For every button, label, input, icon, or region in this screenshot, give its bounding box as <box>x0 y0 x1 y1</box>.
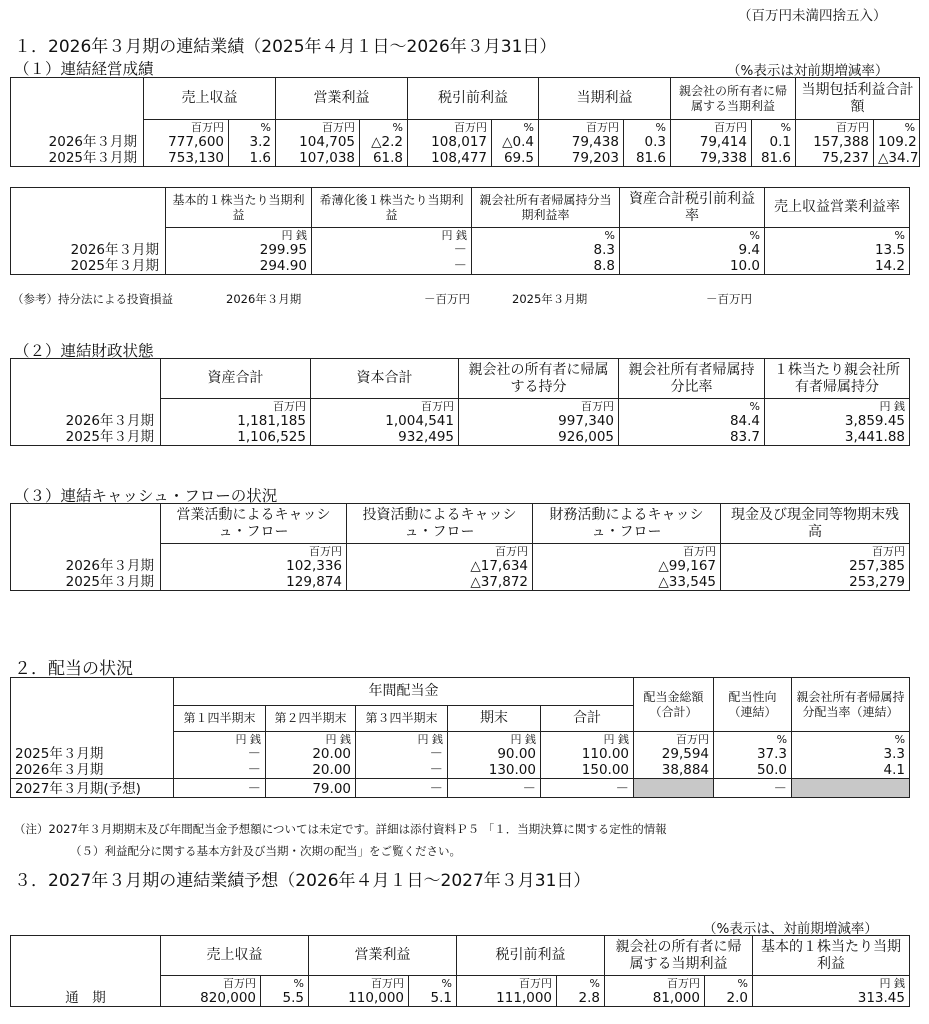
col-header-payout-ratio: 配当性向（連結） <box>714 678 792 732</box>
value-cell: － <box>448 778 541 797</box>
row-label: 2025年３月期 <box>11 150 144 167</box>
value-cell: 79,338 <box>671 150 752 167</box>
rounding-note: （百万円未満四捨五入） <box>738 8 887 24</box>
col-header-owners-profit: 親会社の所有者に帰属する当期利益 <box>605 936 753 976</box>
unit-cell: 百万円 <box>721 544 910 558</box>
shaded-cell <box>792 778 910 797</box>
forecast-note: （%表示は、対前期増減率） <box>703 921 878 937</box>
value-cell: 0.1 <box>752 134 796 150</box>
unit-cell: 円 銭 <box>765 399 910 413</box>
unit-cell: 百万円 <box>161 976 261 990</box>
value-cell: 79,414 <box>671 134 752 150</box>
value-cell: 9.4 <box>620 242 765 258</box>
unit-cell: 百万円 <box>347 544 533 558</box>
unit-cell: 円 銭 <box>166 228 312 242</box>
value-cell: 79.00 <box>266 778 356 797</box>
value-cell: － <box>541 778 634 797</box>
value-cell: 820,000 <box>161 990 261 1007</box>
blank-header <box>11 78 144 120</box>
row-label: 2026年３月期 <box>11 558 161 574</box>
col-header-bps: １株当たり親会社所有者帰属持分 <box>765 359 910 399</box>
value-cell: △17,634 <box>347 558 533 574</box>
value-cell: 102,336 <box>161 558 347 574</box>
unit-cell: % <box>752 120 796 134</box>
col-header-financing-cf: 財務活動によるキャッシュ・フロー <box>533 504 721 544</box>
table-row <box>11 990 910 1007</box>
value-cell: 108,477 <box>408 150 492 167</box>
value-cell: － <box>714 778 792 797</box>
unit-cell: 百万円 <box>457 976 557 990</box>
value-cell: 157,388 <box>796 134 874 150</box>
dividend-note-2: （５）利益配分に関する基本方針及び当期・次期の配当」をご覧ください。 <box>70 844 461 858</box>
sub1-note: （%表示は対前期増減率） <box>727 63 889 79</box>
value-cell: 3.3 <box>792 746 910 762</box>
col-header-owners-profit: 親会社の所有者に帰属する当期利益 <box>671 78 796 120</box>
unit-cell: % <box>557 976 605 990</box>
row-label: 2026年３月期 <box>11 134 144 150</box>
value-cell: 20.00 <box>266 746 356 762</box>
col-header-cash-balance: 現金及び現金同等物期末残高 <box>721 504 910 544</box>
value-cell: 294.90 <box>166 258 312 275</box>
value-cell: 0.3 <box>624 134 671 150</box>
value-cell: 10.0 <box>620 258 765 275</box>
row-label: 2026年３月期 <box>11 242 166 258</box>
table-row <box>11 574 910 591</box>
unit-cell: 百万円 <box>144 120 229 134</box>
unit-cell: % <box>261 976 309 990</box>
value-cell: 130.00 <box>448 762 541 779</box>
col-header-revenue: 売上収益 <box>144 78 276 120</box>
unit-cell: 円 銭 <box>753 976 910 990</box>
col-header-revenue: 売上収益 <box>161 936 309 976</box>
blank-header <box>11 359 161 399</box>
table-row <box>11 150 920 167</box>
table-row <box>11 258 910 275</box>
unit-cell: 百万円 <box>796 120 874 134</box>
value-cell: △0.4 <box>492 134 539 150</box>
value-cell: 2.8 <box>557 990 605 1007</box>
unit-cell: 円 銭 <box>266 732 356 746</box>
value-cell: － <box>356 746 448 762</box>
sub3-title: （３）連結キャッシュ・フローの状況 <box>14 487 278 505</box>
unit-cell: 百万円 <box>311 399 459 413</box>
table-row <box>11 746 910 762</box>
ref-note-prefix: （参考）持分法による投資損益 <box>12 292 173 306</box>
unit-cell: % <box>620 228 765 242</box>
value-cell: 81.6 <box>752 150 796 167</box>
col-header-roa: 資産合計税引前利益率 <box>620 188 765 228</box>
col-header-operating-profit: 営業利益 <box>309 936 457 976</box>
value-cell: 37.3 <box>714 746 792 762</box>
row-label: 2026年３月期 <box>11 762 174 779</box>
dividend-note-1: （注）2027年３月期期末及び年間配当金予想額については未定です。詳細は添付資料Ｐ５ 「１．当期決算に関する定性的情報 <box>14 822 667 836</box>
operating-results-table <box>10 77 920 167</box>
value-cell: 1.6 <box>229 150 276 167</box>
unit-cell: 百万円 <box>634 732 714 746</box>
value-cell: 3,441.88 <box>765 429 910 446</box>
unit-cell: 百万円 <box>671 120 752 134</box>
col-header-comprehensive-income: 当期包括利益合計額 <box>796 78 920 120</box>
col-header-net-profit: 当期利益 <box>539 78 671 120</box>
shaded-cell <box>634 778 714 797</box>
value-cell: 932,495 <box>311 429 459 446</box>
sub2-title: （２）連結財政状態 <box>14 342 154 360</box>
value-cell: 8.3 <box>472 242 620 258</box>
value-cell: 1,004,541 <box>311 413 459 429</box>
row-label: 通 期 <box>11 990 161 1007</box>
col-header-total-assets: 資産合計 <box>161 359 311 399</box>
unit-cell: 百万円 <box>276 120 360 134</box>
value-cell: － <box>356 762 448 779</box>
col-header-pretax-profit: 税引前利益 <box>408 78 539 120</box>
dividend-table <box>10 677 910 798</box>
value-cell: △33,545 <box>533 574 721 591</box>
value-cell: 110.00 <box>541 746 634 762</box>
value-cell: 20.00 <box>266 762 356 779</box>
blank-cell <box>11 228 166 242</box>
unit-cell: 円 銭 <box>356 732 448 746</box>
value-cell: － <box>356 778 448 797</box>
col-header-q3: 第３四半期末 <box>356 706 448 732</box>
blank-cell <box>11 399 161 413</box>
value-cell: － <box>312 258 472 275</box>
value-cell: 104,705 <box>276 134 360 150</box>
col-header-op-margin: 売上収益営業利益率 <box>765 188 910 228</box>
blank-cell <box>11 976 161 990</box>
unit-cell: 百万円 <box>539 120 624 134</box>
row-label: 2025年３月期 <box>11 574 161 591</box>
value-cell: 257,385 <box>721 558 910 574</box>
value-cell: 109.2 <box>874 134 920 150</box>
col-header-total-equity: 資本合計 <box>311 359 459 399</box>
row-label: 2026年３月期 <box>11 413 161 429</box>
section3-title: ３．2027年３月期の連結業績予想（2026年４月１日～2027年３月31日） <box>14 871 591 891</box>
value-cell: 61.8 <box>360 150 408 167</box>
unit-cell: % <box>874 120 920 134</box>
col-header-operating-cf: 営業活動によるキャッシュ・フロー <box>161 504 347 544</box>
unit-cell: % <box>492 120 539 134</box>
value-cell: 777,600 <box>144 134 229 150</box>
blank-cell <box>11 706 174 732</box>
row-label: 2025年３月期 <box>11 258 166 275</box>
blank-header <box>11 936 161 976</box>
value-cell: 1,181,185 <box>161 413 311 429</box>
row-label: 2025年３月期 <box>11 746 174 762</box>
col-header-pretax-profit: 税引前利益 <box>457 936 605 976</box>
unit-cell: % <box>360 120 408 134</box>
blank-header <box>11 504 161 544</box>
col-header-operating-profit: 営業利益 <box>276 78 408 120</box>
value-cell: 79,203 <box>539 150 624 167</box>
section1-title: １．2026年３月期の連結業績（2025年４月１日～2026年３月31日） <box>14 37 557 57</box>
value-cell: 90.00 <box>448 746 541 762</box>
value-cell: 926,005 <box>459 429 619 446</box>
value-cell: 1,106,525 <box>161 429 311 446</box>
table-row <box>11 413 910 429</box>
unit-cell: % <box>705 976 753 990</box>
value-cell: △2.2 <box>360 134 408 150</box>
col-header-investing-cf: 投資活動によるキャッシュ・フロー <box>347 504 533 544</box>
unit-cell: % <box>765 228 910 242</box>
unit-cell: 百万円 <box>161 544 347 558</box>
value-cell: 108,017 <box>408 134 492 150</box>
value-cell: 79,438 <box>539 134 624 150</box>
blank-cell <box>11 544 161 558</box>
unit-cell: % <box>229 120 276 134</box>
value-cell: 129,874 <box>161 574 347 591</box>
unit-cell: % <box>792 732 910 746</box>
value-cell: 110,000 <box>309 990 409 1007</box>
unit-cell: % <box>714 732 792 746</box>
value-cell: 8.8 <box>472 258 620 275</box>
col-header-basic-eps: 基本的１株当たり当期利益 <box>753 936 910 976</box>
value-cell: 50.0 <box>714 762 792 779</box>
value-cell: 5.5 <box>261 990 309 1007</box>
value-cell: 84.4 <box>619 413 765 429</box>
value-cell: 29,594 <box>634 746 714 762</box>
table-row <box>11 242 910 258</box>
value-cell: 2.0 <box>705 990 753 1007</box>
table-row <box>11 429 910 446</box>
value-cell: 4.1 <box>792 762 910 779</box>
unit-cell: 百万円 <box>309 976 409 990</box>
financial-position-table <box>10 358 910 446</box>
col-header-total: 合計 <box>541 706 634 732</box>
value-cell: 14.2 <box>765 258 910 275</box>
value-cell: － <box>174 778 266 797</box>
value-cell: 38,884 <box>634 762 714 779</box>
col-header-total-dividend: 配当金総額（合計） <box>634 678 714 732</box>
col-header-year-end: 期末 <box>448 706 541 732</box>
value-cell: 5.1 <box>409 990 457 1007</box>
value-cell: － <box>312 242 472 258</box>
cash-flow-table <box>10 503 910 591</box>
row-label: 2025年３月期 <box>11 429 161 446</box>
value-cell: △99,167 <box>533 558 721 574</box>
per-share-table <box>10 187 910 275</box>
col-header-owners-equity: 親会社の所有者に帰属する持分 <box>459 359 619 399</box>
unit-cell: 円 銭 <box>448 732 541 746</box>
group-header-annual-dividend: 年間配当金 <box>174 678 634 706</box>
value-cell: 3,859.45 <box>765 413 910 429</box>
value-cell: 253,279 <box>721 574 910 591</box>
col-header-doe: 親会社所有者帰属持分配当率（連結） <box>792 678 910 732</box>
value-cell: 13.5 <box>765 242 910 258</box>
row-label: 2027年３月期(予想) <box>11 778 174 797</box>
col-header-q1: 第１四半期末 <box>174 706 266 732</box>
unit-cell: 百万円 <box>533 544 721 558</box>
value-cell: 81,000 <box>605 990 705 1007</box>
value-cell: 299.95 <box>166 242 312 258</box>
value-cell: 107,038 <box>276 150 360 167</box>
ref-note-year1: 2026年３月期 <box>226 292 302 306</box>
unit-cell: 百万円 <box>459 399 619 413</box>
ref-note-value2: －百万円 <box>706 292 752 306</box>
value-cell: 81.6 <box>624 150 671 167</box>
value-cell: 69.5 <box>492 150 539 167</box>
unit-cell: 百万円 <box>605 976 705 990</box>
value-cell: 3.2 <box>229 134 276 150</box>
value-cell: 150.00 <box>541 762 634 779</box>
col-header-basic-eps: 基本的１株当たり当期利益 <box>166 188 312 228</box>
section2-title: ２．配当の状況 <box>14 659 133 679</box>
value-cell: △34.7 <box>874 150 920 167</box>
unit-cell: 円 銭 <box>174 732 266 746</box>
blank-cell <box>11 120 144 134</box>
col-header-diluted-eps: 希薄化後１株当たり当期利益 <box>312 188 472 228</box>
blank-header <box>11 678 174 706</box>
col-header-q2: 第２四半期末 <box>266 706 356 732</box>
table-row <box>11 558 910 574</box>
blank-header <box>11 188 166 228</box>
table-row <box>11 134 920 150</box>
ref-note-year2: 2025年３月期 <box>512 292 588 306</box>
value-cell: 753,130 <box>144 150 229 167</box>
col-header-equity-ratio: 親会社所有者帰属持分比率 <box>619 359 765 399</box>
ref-note-value1: －百万円 <box>424 292 470 306</box>
unit-cell: % <box>624 120 671 134</box>
value-cell: 313.45 <box>753 990 910 1007</box>
sub1-title: （１）連結経営成績 <box>14 60 154 78</box>
value-cell: 83.7 <box>619 429 765 446</box>
value-cell: － <box>174 746 266 762</box>
value-cell: 111,000 <box>457 990 557 1007</box>
value-cell: 997,340 <box>459 413 619 429</box>
forecast-table <box>10 935 910 1007</box>
table-row <box>11 762 910 779</box>
blank-cell <box>11 732 174 746</box>
unit-cell: 百万円 <box>161 399 311 413</box>
value-cell: － <box>174 762 266 779</box>
col-header-roe: 親会社所有者帰属持分当期利益率 <box>472 188 620 228</box>
unit-cell: 円 銭 <box>312 228 472 242</box>
unit-cell: % <box>409 976 457 990</box>
table-row-forecast <box>11 778 910 797</box>
unit-cell: % <box>619 399 765 413</box>
value-cell: △37,872 <box>347 574 533 591</box>
unit-cell: 百万円 <box>408 120 492 134</box>
unit-cell: 円 銭 <box>541 732 634 746</box>
value-cell: 75,237 <box>796 150 874 167</box>
unit-cell: % <box>472 228 620 242</box>
